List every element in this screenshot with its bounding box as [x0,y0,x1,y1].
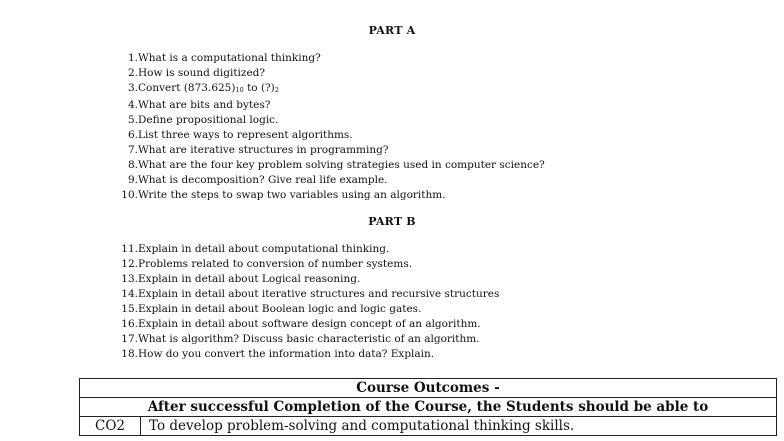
question-number: 9. [127,174,138,186]
outcome-description: To develop problem-solving and computational thinking skills. [141,417,777,436]
question-text: What is algorithm? Discuss basic characteristic of an algorithm. [138,333,480,345]
question-item [112,287,499,302]
question-number: 11. [121,243,138,255]
question-number: 18. [121,348,138,360]
part-b-question-list [112,242,499,362]
question-item [112,128,545,143]
question-number: 17. [121,333,138,345]
question-text: What are the four key problem solving strategies used in computer science? [138,159,545,171]
question-number: 12. [121,258,138,270]
question-text-part: to (?) [243,82,275,94]
question-item [112,242,499,257]
question-text: What are bits and bytes? [138,99,271,111]
question-item [112,81,545,98]
question-number: 10. [121,189,138,201]
question-text: Explain in detail about Logical reasoning. [138,273,361,285]
question-text: Explain in detail about software design concept of an algorithm. [138,318,481,330]
question-number: 6. [127,129,138,141]
question-text: Problems related to conversion of number systems. [138,258,413,270]
question-text: What is a computational thinking? [138,52,321,64]
question-number: 8. [127,159,138,171]
question-item [112,347,499,362]
question-number: 1. [127,52,138,64]
question-text: Write the steps to swap two variables using an algorithm. [138,189,446,201]
base-subscript: 10 [235,86,244,94]
question-item [112,173,545,188]
question-item [112,98,545,113]
question-text [138,81,279,98]
question-text: What are iterative structures in programming? [138,144,389,156]
question-item [112,113,545,128]
question-item [112,158,545,173]
question-text: Explain in detail about iterative structures and recursive structures [138,288,500,300]
course-outcomes-heading: Course Outcomes - [80,379,777,398]
part-b-title: PART B [368,215,416,228]
question-number: 15. [121,303,138,315]
question-text: What is decomposition? Give real life example. [138,174,388,186]
question-number: 4. [127,99,138,111]
table-row [80,417,777,436]
question-number: 16. [121,318,138,330]
question-item [112,66,545,81]
question-item [112,143,545,158]
question-item [112,317,499,332]
part-a-question-list [112,51,545,203]
question-text: Define propositional logic. [138,114,279,126]
question-text: List three ways to represent algorithms. [138,129,353,141]
question-number: 7. [127,144,138,156]
base-subscript: 2 [274,86,279,94]
question-text-part: Convert (873.625) [138,82,236,94]
question-number: 14. [121,288,138,300]
question-item [112,332,499,347]
question-item [112,257,499,272]
question-text: How do you convert the information into data? Explain. [138,348,435,360]
question-text: Explain in detail about computational thinking. [138,243,390,255]
question-number: 5. [127,114,138,126]
question-item [112,51,545,66]
question-number: 13. [121,273,138,285]
question-number: 3. [127,82,138,94]
question-number: 2. [127,67,138,79]
course-outcomes-table [79,378,777,436]
question-item [112,302,499,317]
question-text: Explain in detail about Boolean logic and logic gates. [138,303,422,315]
table-row [80,398,777,417]
question-item [112,272,499,287]
table-row [80,379,777,398]
course-outcomes-subheading: After successful Completion of the Course, the Students should be able to [80,398,777,417]
part-a-title: PART A [368,24,416,37]
outcome-code: CO2 [80,417,141,436]
question-item [112,188,545,203]
question-text: How is sound digitized? [138,67,266,79]
